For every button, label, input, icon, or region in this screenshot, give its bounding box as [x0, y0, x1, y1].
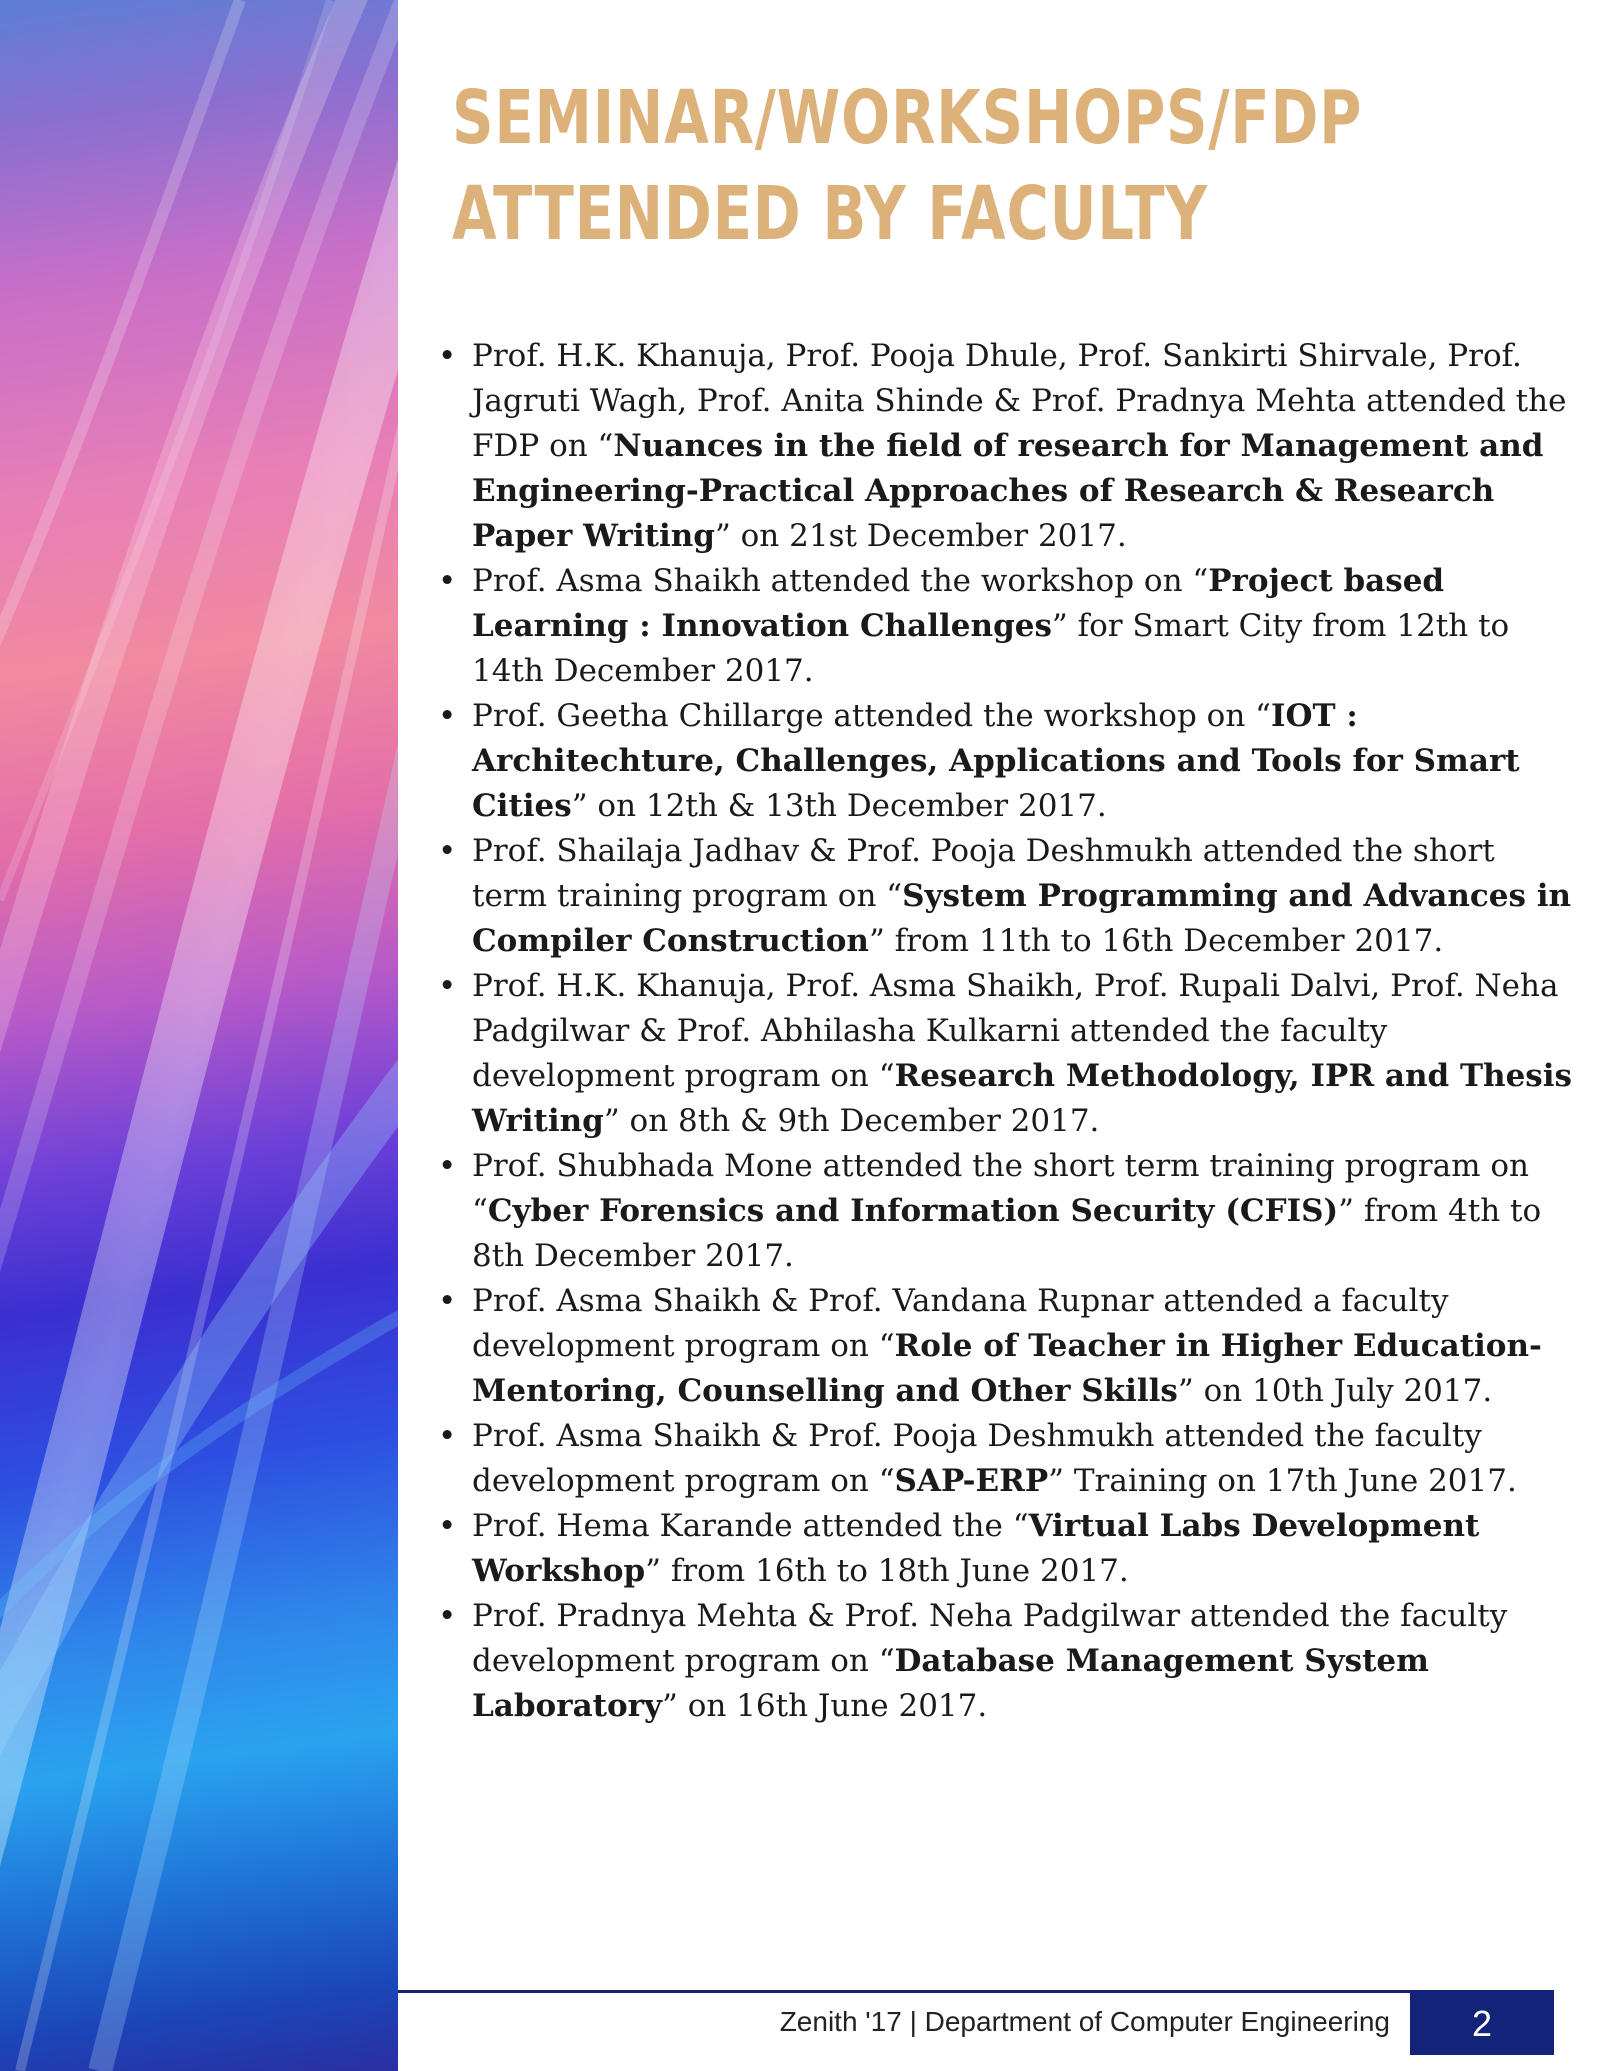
- item-text: ” for Smart City from 12th to 14th December 2017.: [472, 608, 1510, 689]
- item-text: ” on 16th June 2017.: [662, 1688, 988, 1724]
- item-text: ” from 4th to 8th December 2017.: [472, 1193, 1542, 1274]
- footer-divider: [398, 1990, 1554, 1993]
- item-title: Virtual Labs Development Workshop: [472, 1508, 1480, 1589]
- list-item: [432, 559, 1572, 694]
- page-number: 2: [1410, 1993, 1554, 2055]
- item-text: Prof. Asma Shaikh & Prof. Pooja Deshmukh attended the faculty development program on “: [472, 1418, 1482, 1499]
- list-item: [432, 1414, 1572, 1504]
- footer-text: Zenith '17 | Department of Computer Engineering: [779, 2006, 1390, 2037]
- item-text: Prof. H.K. Khanuja, Prof. Pooja Dhule, Prof. Sankirti Shirvale, Prof. Jagruti Wagh, Prof. Anita Shinde & Prof. Pradnya Mehta attended the FDP on “: [472, 338, 1567, 464]
- item-title: System Programming and Advances in Compiler Construction: [472, 878, 1572, 959]
- list-item: [432, 1594, 1572, 1729]
- item-title: Database Management System Laboratory: [472, 1643, 1429, 1724]
- item-text: Prof. Pradnya Mehta & Prof. Neha Padgilwar attended the faculty development program on “: [472, 1598, 1508, 1679]
- decorative-side-artwork: [0, 0, 398, 2071]
- item-text: Prof. Geetha Chillarge attended the workshop on “: [472, 698, 1271, 734]
- item-text: ” from 16th to 18th June 2017.: [645, 1553, 1129, 1589]
- item-title: Cyber Forensics and Information Security (CFIS): [487, 1193, 1339, 1229]
- item-text: ” on 12th & 13th December 2017.: [571, 788, 1107, 824]
- item-text: ” Training on 17th June 2017.: [1048, 1463, 1517, 1499]
- list-item: [432, 829, 1572, 964]
- item-text: Prof. Shailaja Jadhav & Prof. Pooja Deshmukh attended the short term training program on “: [472, 833, 1495, 914]
- item-text: Prof. Hema Karande attended the “: [472, 1508, 1029, 1544]
- item-text: ” on 10th July 2017.: [1177, 1373, 1493, 1409]
- item-title: Role of Teacher in Higher Education-Mentoring, Counselling and Other Skills: [472, 1328, 1542, 1409]
- item-title: SAP-ERP: [894, 1463, 1049, 1499]
- list-item: [432, 1279, 1572, 1414]
- item-text: ” on 21st December 2017.: [714, 518, 1127, 554]
- item-text: Prof. H.K. Khanuja, Prof. Asma Shaikh, Prof. Rupali Dalvi, Prof. Neha Padgilwar & Prof. Abhilasha Kulkarni attended the faculty development program on “: [472, 968, 1559, 1094]
- item-text: ” on 8th & 9th December 2017.: [603, 1103, 1100, 1139]
- list-item: [432, 1504, 1572, 1594]
- title-line-1: SEMINAR/WORKSHOPS/FDP: [452, 75, 1363, 161]
- title-line-2: ATTENDED BY FACULTY: [452, 171, 1209, 257]
- item-title: Nuances in the field of research for Management and Engineering-Practical Approaches of Research & Research Paper Writing: [472, 428, 1544, 554]
- light-streaks: [0, 0, 398, 2071]
- item-text: ” from 11th to 16th December 2017.: [868, 923, 1444, 959]
- list-item: [432, 1144, 1572, 1279]
- list-item: [432, 694, 1572, 829]
- item-text: Prof. Asma Shaikh attended the workshop on “: [472, 563, 1209, 599]
- list-item: [432, 334, 1572, 559]
- item-text: Prof. Shubhada Mone attended the short term training program on “: [472, 1148, 1529, 1229]
- list-item: [432, 964, 1572, 1144]
- item-text: Prof. Asma Shaikh & Prof. Vandana Rupnar attended a faculty development program on “: [472, 1283, 1449, 1364]
- item-title: Project based Learning : Innovation Challenges: [472, 563, 1445, 644]
- item-title: Research Methodology, IPR and Thesis Writing: [472, 1058, 1572, 1139]
- page-title: [452, 70, 1363, 262]
- faculty-events-list: [432, 334, 1572, 1729]
- item-title: IOT : Architechture, Challenges, Applications and Tools for Smart Cities: [472, 698, 1520, 824]
